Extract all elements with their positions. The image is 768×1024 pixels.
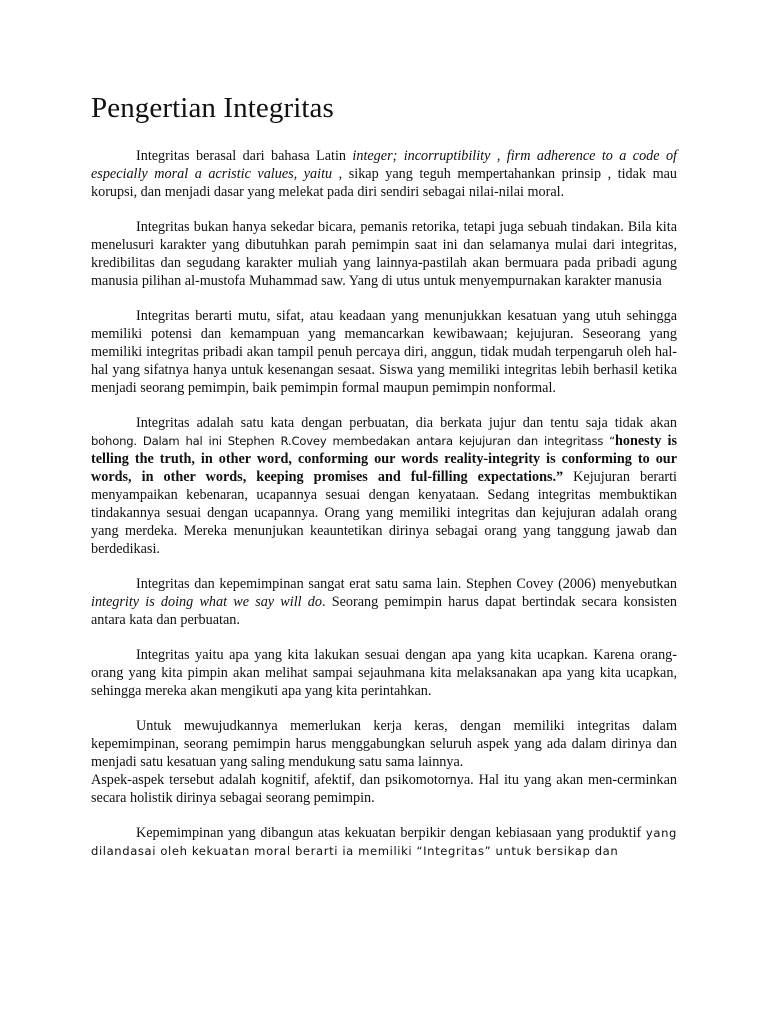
paragraph-7: Untuk mewujudkannya memerlukan kerja keras, dengan memiliki integritas dalam kepemimpinan, seorang pemimpin harus menggabungkan seluruh aspek yang ada dalam dirinya dan menjadi satu kesatuan yang saling mendukung satu sama lainnya. [91, 718, 677, 770]
paragraph-4-mixed-font-text: bohong. Dalam hal ini Stephen R.Covey membedakan antara kejujuran dan integritass “ [91, 434, 615, 448]
paragraph-8-mixed-font-text: yang dilandasai oleh kekuatan moral berarti ia memiliki “Integritas” untuk bersikap dan [91, 826, 677, 858]
paragraph-5 [91, 575, 677, 629]
integrity-quote: integrity is doing what we say will do [91, 594, 322, 610]
paragraph-4-text: Integritas adalah satu kata dengan perbuatan, dia berkata jujur dan tentu saja tidak akan [136, 415, 677, 431]
covey-quote: honesty is telling the truth, in other word, conforming our words reality-integrity is conforming to our words, in other words, keeping promises and ful-filling expectations.” [91, 433, 677, 485]
paragraph-2: Integritas bukan hanya sekedar bicara, pemanis retorika, tetapi juga sebuah tindakan. Bila kita menelusuri karakter yang dibutuhkan parah pemimpin saat ini dan selamanya mulai dari integritas, kredibilitas dan segudang karakter muliah yang lainnya-pastilah akan bermuara pada pribadi agung manusia pilihan al-mustofa Muhammad saw. Yang di utus untuk menyempurnakan karakter manusia [91, 219, 677, 289]
paragraph-3: Integritas berarti mutu, sifat, atau keadaan yang menunjukkan kesatuan yang utuh sehingga memiliki potensi dan kemampuan yang memancarkan kewibawaan; kejujuran. Seseorang yang memiliki integritas pribadi akan tampil penuh percaya diri, anggun, tidak mudah terpengaruh oleh hal-hal yang sifatnya hanya untuk kesenangan sesaat. Siswa yang memiliki integritas lebih berhasil ketika menjadi seorang pemimpin, baik pemimpin formal maupun pemimpin nonformal. [91, 308, 677, 396]
paragraph-5-text: Integritas dan kepemimpinan sangat erat satu sama lain. Stephen Covey (2006) menyebutkan [136, 576, 677, 592]
paragraph-1-text-end: , sikap yang teguh mempertahankan prinsip , tidak mau korupsi, dan menjadi dasar yang melekat pada diri sendiri sebagai nilai-nilai moral. [91, 166, 677, 200]
paragraph-5-text-end: . Seorang pemimpin harus dapat bertindak secara konsisten antara kata dan perbuatan. [91, 594, 678, 628]
page-title: Pengertian Integritas [91, 92, 334, 124]
paragraph-8 [91, 824, 677, 860]
paragraph-1-text: Integritas berasal dari bahasa Latin [136, 148, 353, 164]
paragraph-7-continued: Aspek-aspek tersebut adalah kognitif, afektif, dan psikomotornya. Hal itu yang akan men-cerminkan secara holistik dirinya sebagai seorang pemimpin. [91, 772, 677, 806]
paragraph-8-text: Kepemimpinan yang dibangun atas kekuatan berpikir dengan kebiasaan yang produktif [136, 825, 646, 841]
paragraph-1 [91, 147, 677, 201]
paragraph-4 [91, 414, 677, 558]
latin-terms: integer; incorruptibility , firm adherence to a code of especially moral a acristic values, yaitu [91, 148, 677, 182]
paragraph-6: Integritas yaitu apa yang kita lakukan sesuai dengan apa yang kita ucapkan. Karena orang-orang yang kita pimpin akan melihat sampai sejauhmana kita melaksanakan apa yang kita ucapkan, sehingga mereka akan mengikuti apa yang kita perintahkan. [91, 647, 677, 699]
paragraph-4-text-end: Kejujuran berarti menyampaikan kebenaran, ucapannya sesuai dengan kenyataan. Sedang integritas membuktikan tindakannya sesuai dengan ucapannya. Orang yang memiliki integritas dan kejujuran adalah orang yang merdeka. Mereka menunjukan keauntetikan dirinya sebagai orang yang tanggung jawab dan berdedikasi. [91, 469, 677, 557]
